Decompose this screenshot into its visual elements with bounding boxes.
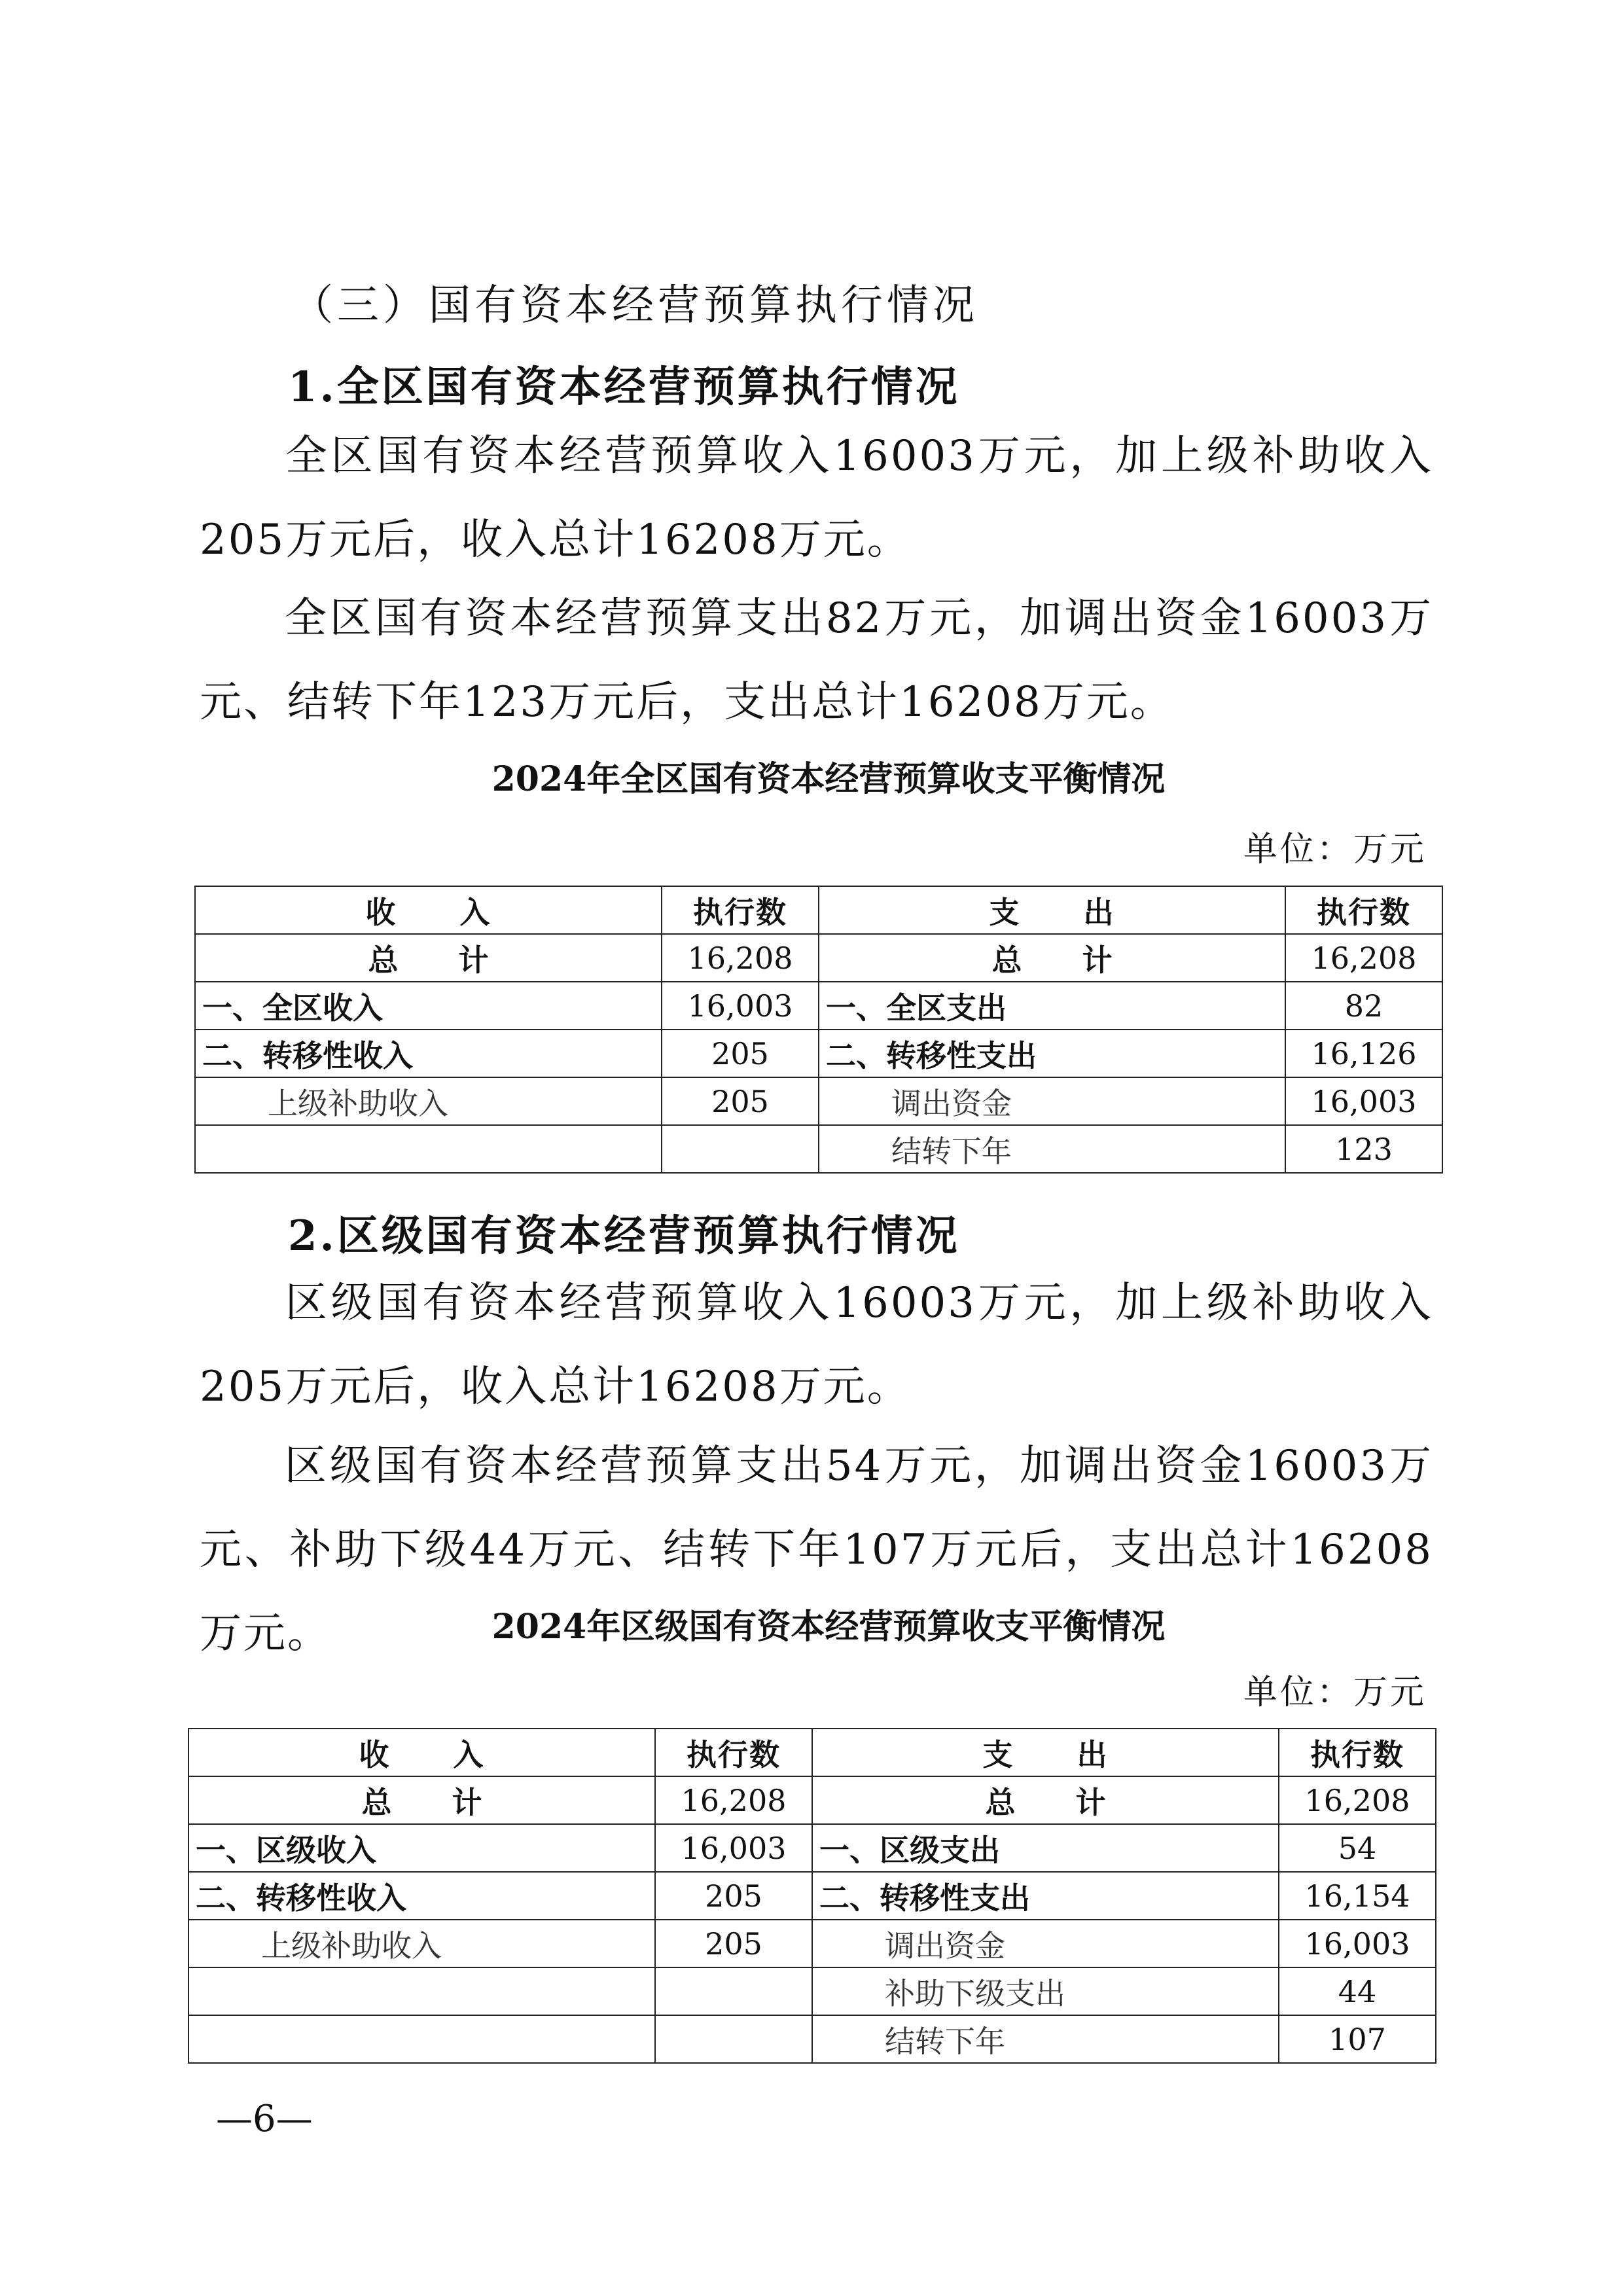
part1-paragraph-1-text: 全区国有资本经营预算收入16003万元，加上级补助收入205万元后，收入总计16208万元。 bbox=[200, 432, 1433, 564]
row-label: 二、转移性收入 bbox=[188, 1872, 655, 1920]
header-expense: 支 出 bbox=[819, 886, 1285, 934]
row-label bbox=[188, 2015, 655, 2063]
row-value: 16,003 bbox=[662, 982, 819, 1030]
row-value: 107 bbox=[1279, 2015, 1436, 2063]
row-label: 调出资金 bbox=[819, 1077, 1285, 1125]
row-label: 总 计 bbox=[195, 934, 662, 982]
row-label: 补助下级支出 bbox=[812, 1967, 1279, 2015]
row-value bbox=[655, 2015, 812, 2063]
row-value bbox=[655, 1967, 812, 2015]
row-value: 16,208 bbox=[1285, 934, 1442, 982]
table-header-row bbox=[188, 1729, 1436, 1776]
table-row bbox=[195, 982, 1442, 1030]
row-value: 54 bbox=[1279, 1824, 1436, 1872]
header-expense-amount: 执行数 bbox=[1285, 886, 1442, 934]
part2-paragraph-1-text: 区级国有资本经营预算收入16003万元，加上级补助收入205万元后，收入总计16208万元。 bbox=[200, 1279, 1433, 1411]
table-row bbox=[195, 1077, 1442, 1125]
table2-title: 2024年区级国有资本经营预算收支平衡情况 bbox=[491, 1607, 1166, 1647]
row-value: 205 bbox=[655, 1872, 812, 1920]
table-row bbox=[195, 934, 1442, 982]
table-row bbox=[188, 1824, 1436, 1872]
table-row bbox=[195, 1030, 1442, 1077]
part1-paragraph-1 bbox=[200, 414, 1433, 582]
section-heading: （三）国有资本经营预算执行情况 bbox=[291, 281, 978, 330]
part2-heading: 2.区级国有资本经营预算执行情况 bbox=[288, 1211, 960, 1261]
table1-unit: 单位：万元 bbox=[1243, 830, 1427, 869]
row-value: 205 bbox=[655, 1920, 812, 1967]
row-value: 16,208 bbox=[1279, 1776, 1436, 1824]
row-label: 上级补助收入 bbox=[195, 1077, 662, 1125]
row-label: 一、全区收入 bbox=[195, 982, 662, 1030]
part1-paragraph-2 bbox=[200, 577, 1433, 744]
header-income-amount: 执行数 bbox=[662, 886, 819, 934]
table-row bbox=[188, 1967, 1436, 2015]
header-expense-amount: 执行数 bbox=[1279, 1729, 1436, 1776]
table-row bbox=[188, 2015, 1436, 2063]
row-value: 82 bbox=[1285, 982, 1442, 1030]
row-label: 二、转移性支出 bbox=[819, 1030, 1285, 1077]
header-income: 收 入 bbox=[195, 886, 662, 934]
part2-paragraph-1 bbox=[200, 1261, 1433, 1429]
row-value: 16,003 bbox=[1279, 1920, 1436, 1967]
header-income: 收 入 bbox=[188, 1729, 655, 1776]
row-value bbox=[662, 1125, 819, 1173]
row-value: 205 bbox=[662, 1077, 819, 1125]
row-label: 调出资金 bbox=[812, 1920, 1279, 1967]
row-value: 16,208 bbox=[662, 934, 819, 982]
header-expense: 支 出 bbox=[812, 1729, 1279, 1776]
row-label: 结转下年 bbox=[812, 2015, 1279, 2063]
row-label: 上级补助收入 bbox=[188, 1920, 655, 1967]
row-label bbox=[188, 1967, 655, 2015]
row-label bbox=[195, 1125, 662, 1173]
table-row bbox=[188, 1776, 1436, 1824]
part2-paragraph-2-text: 区级国有资本经营预算支出54万元，加调出资金16003万元、补助下级44万元、结转下年107万元后，支出总计16208万元。 bbox=[200, 1442, 1433, 1658]
row-label: 总 计 bbox=[812, 1776, 1279, 1824]
table1-title: 2024年全区国有资本经营预算收支平衡情况 bbox=[491, 759, 1166, 799]
table-header-row bbox=[195, 886, 1442, 934]
row-value: 16,126 bbox=[1285, 1030, 1442, 1077]
table2-unit: 单位：万元 bbox=[1243, 1673, 1427, 1712]
row-value: 16,208 bbox=[655, 1776, 812, 1824]
row-label: 结转下年 bbox=[819, 1125, 1285, 1173]
row-value: 16,154 bbox=[1279, 1872, 1436, 1920]
row-label: 总 计 bbox=[188, 1776, 655, 1824]
table-row bbox=[195, 1125, 1442, 1173]
row-label: 总 计 bbox=[819, 934, 1285, 982]
table-row bbox=[188, 1920, 1436, 1967]
row-value: 123 bbox=[1285, 1125, 1442, 1173]
table2 bbox=[188, 1728, 1436, 2064]
row-label: 二、转移性支出 bbox=[812, 1872, 1279, 1920]
row-value: 44 bbox=[1279, 1967, 1436, 2015]
header-income-amount: 执行数 bbox=[655, 1729, 812, 1776]
row-label: 二、转移性收入 bbox=[195, 1030, 662, 1077]
table1 bbox=[194, 886, 1443, 1174]
row-value: 205 bbox=[662, 1030, 819, 1077]
row-value: 16,003 bbox=[1285, 1077, 1442, 1125]
row-label: 一、区级收入 bbox=[188, 1824, 655, 1872]
row-value: 16,003 bbox=[655, 1824, 812, 1872]
part1-paragraph-2-text: 全区国有资本经营预算支出82万元，加调出资金16003万元、结转下年123万元后，支出总计16208万元。 bbox=[200, 594, 1433, 726]
row-label: 一、全区支出 bbox=[819, 982, 1285, 1030]
page-number: —6— bbox=[216, 2098, 313, 2140]
part1-heading: 1.全区国有资本经营预算执行情况 bbox=[288, 363, 960, 412]
row-label: 一、区级支出 bbox=[812, 1824, 1279, 1872]
table-row bbox=[188, 1872, 1436, 1920]
